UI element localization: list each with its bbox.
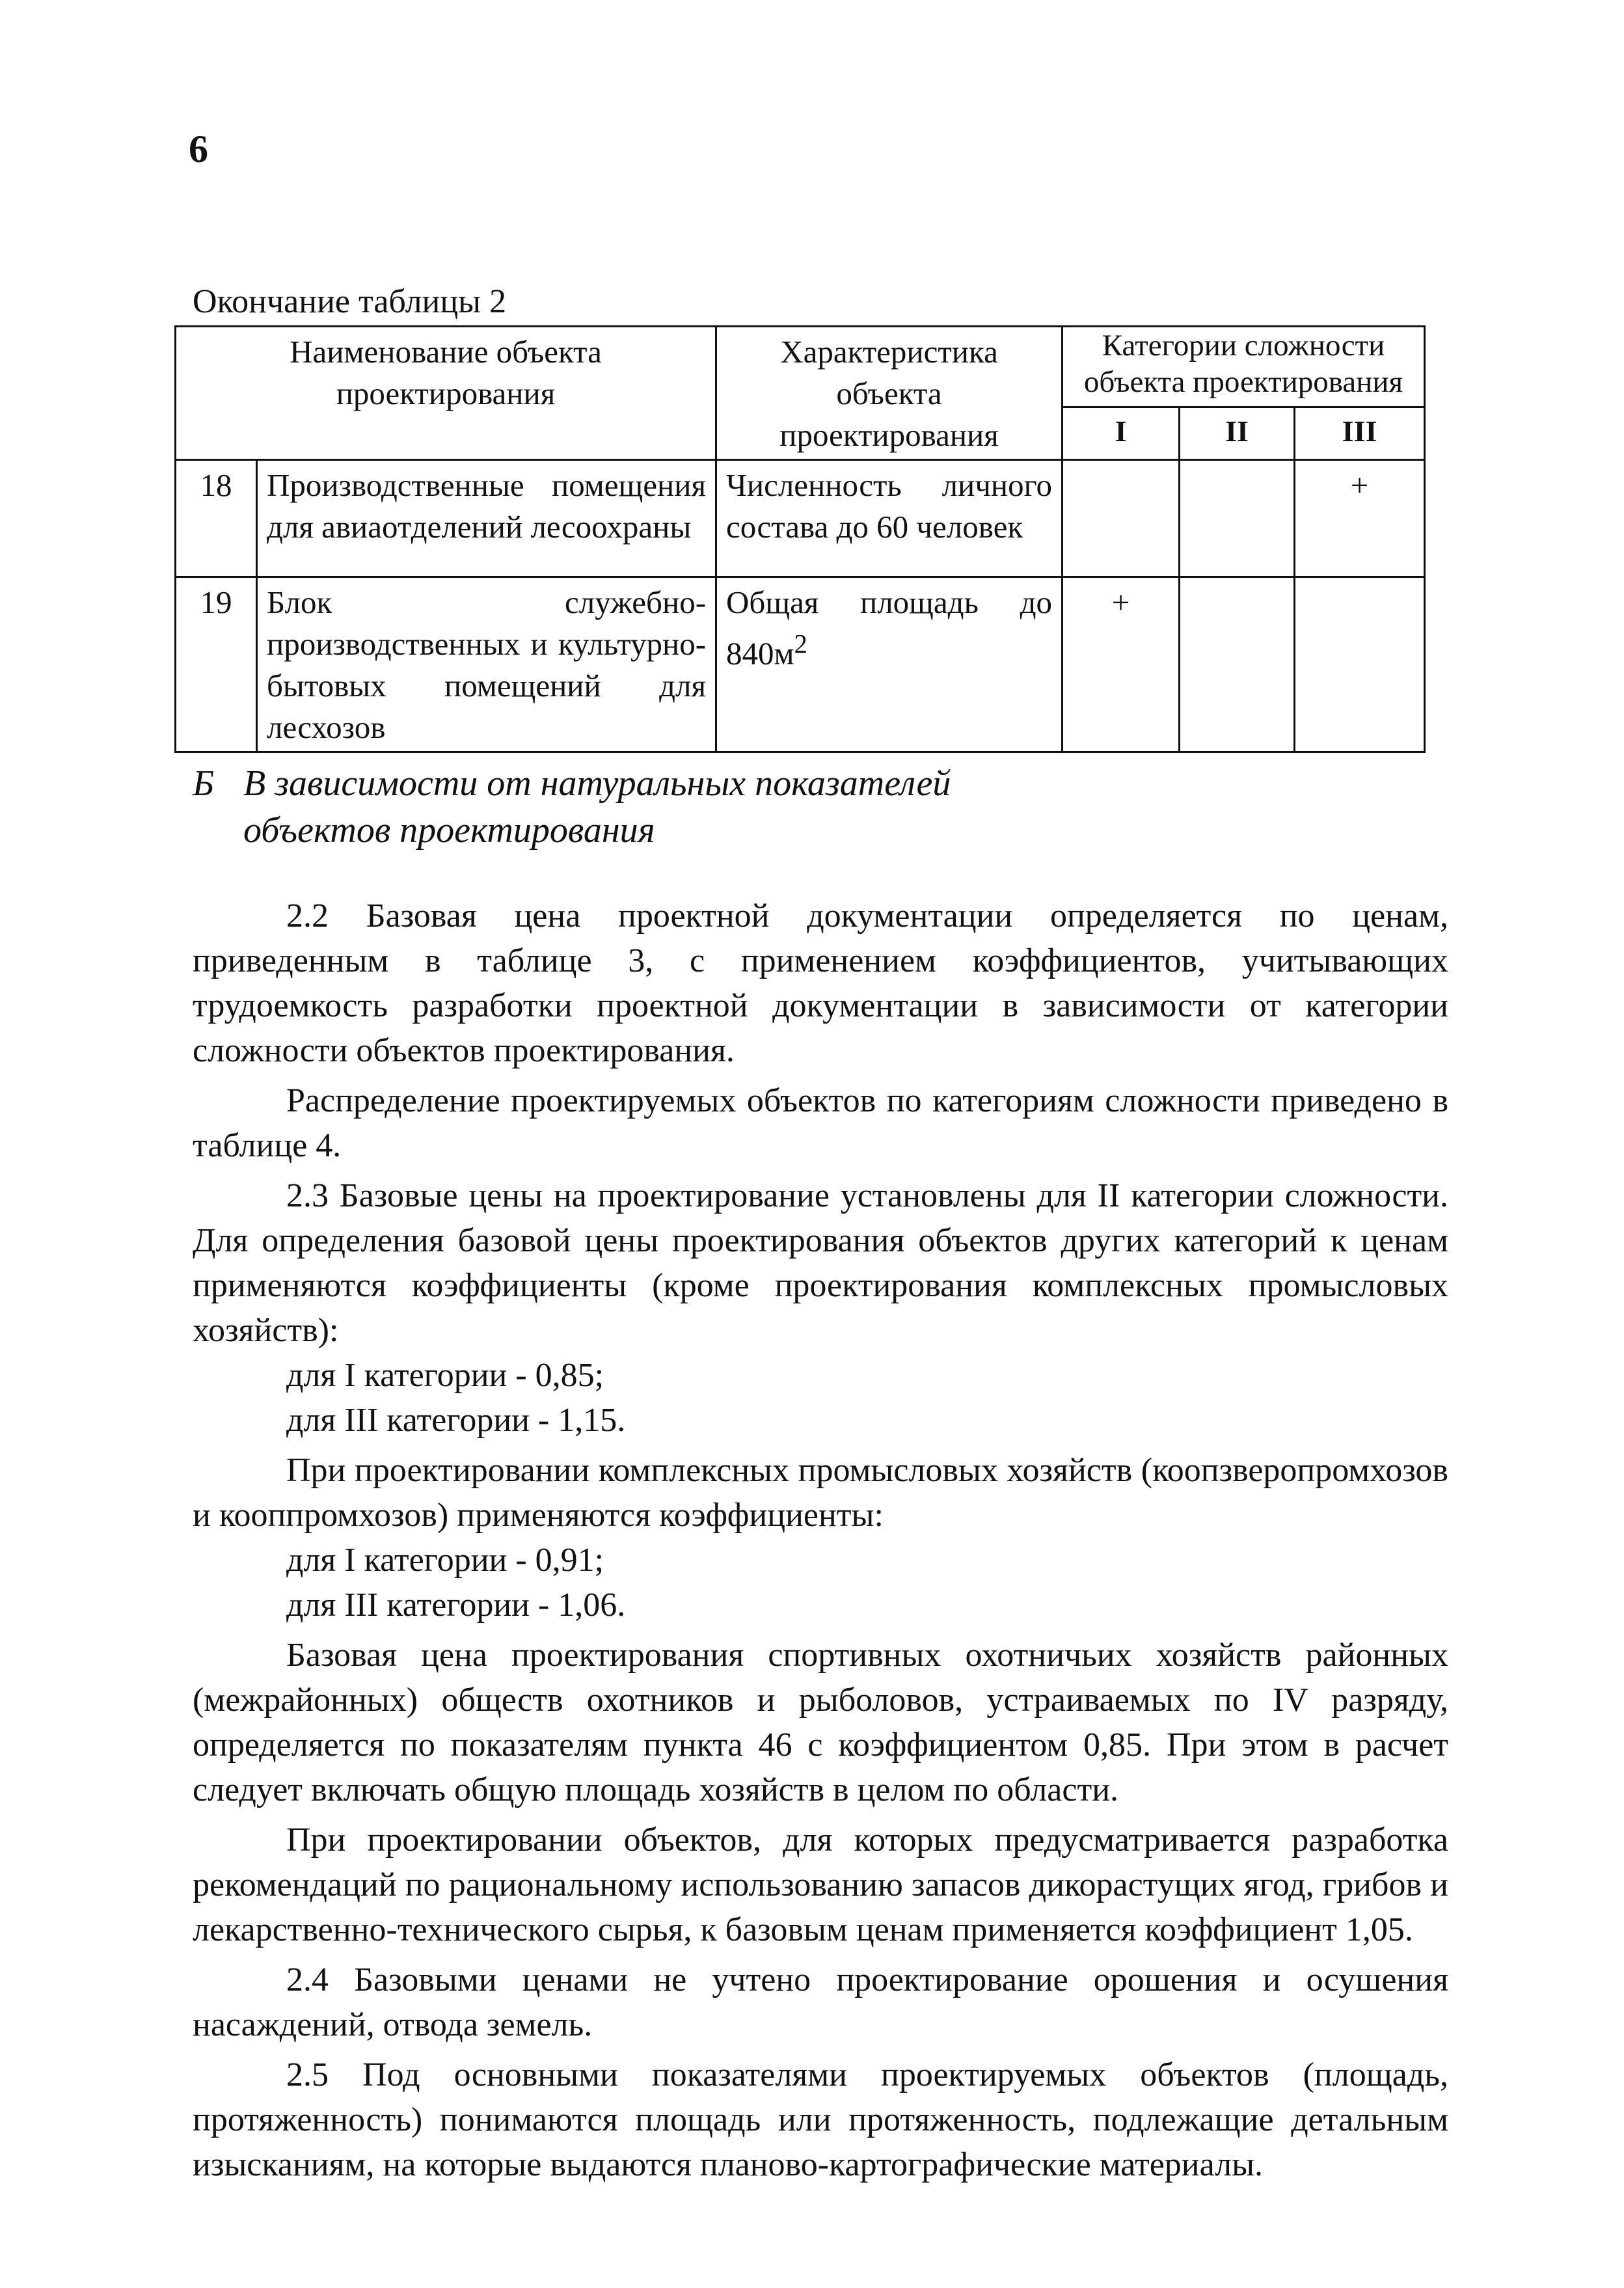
row-object-name: Производственные помещения для авиаотделений лесоохраны — [257, 460, 716, 577]
header-category-1: I — [1062, 407, 1180, 460]
paragraph-2-4: 2.4 Базовыми ценами не учтено проектирование орошения и осушения насаждений, отвода земель. — [193, 1961, 1448, 2043]
table-row — [176, 577, 1425, 752]
categories-table — [174, 325, 1426, 753]
row-object-name: Блок служебно-производственных и культурно-бытовых помещений для лесхозов — [257, 577, 716, 752]
coefficient-category-3: для III категории - 1,15. — [286, 1402, 626, 1439]
superscript-2: 2 — [794, 629, 807, 659]
section-letter: Б — [193, 763, 215, 804]
page-number: 6 — [189, 128, 208, 170]
row-characteristic — [716, 577, 1062, 752]
row-number: 19 — [176, 577, 257, 752]
body-text — [193, 893, 1448, 2192]
paragraph-2-5: 2.5 Под основными показателями проектируемых объектов (площадь, протяженность) понимаются площадь или протяженность, подлежащие детальным изысканиям, на которые выдаются планово-картографические материалы. — [193, 2056, 1448, 2183]
section-title-line2: объектов проектирования — [243, 810, 655, 851]
row-category-3-mark: + — [1295, 460, 1425, 577]
row-characteristic: Численность личного состава до 60 человек — [716, 460, 1062, 577]
paragraph-sport-hunting: Базовая цена проектирования спортивных охотничьих хозяйств районных (межрайонных) обществ охотников и рыболовов, устраиваемых по IV разряду, определяется по показателям пункта 46 с коэффициентом 0,85. При этом в расчет следует включать общую площадь хозяйств в целом по области. — [193, 1637, 1448, 1808]
paragraph-2-2: 2.2 Базовая цена проектной документации определяется по ценам, приведенным в таблице 3, с применением коэффициентов, учитывающих трудоемкость разработки проектной документации в зависимости от категории сложности объектов проектирования. — [193, 897, 1448, 1069]
header-category-2: II — [1180, 407, 1295, 460]
row-category-1-mark — [1062, 460, 1180, 577]
row-category-1-mark: + — [1062, 577, 1180, 752]
row-characteristic-text: Общая площадь до 840м — [726, 584, 1053, 672]
paragraph-distribution: Распределение проектируемых объектов по категориям сложности приведено в таблице 4. — [193, 1082, 1448, 1164]
paragraph-wild-berries: При проектировании объектов, для которых предусматривается разработка рекомендаций по рациональному использованию запасов дикорастущих ягод, грибов и лекарственно-технического сырья, к базовым ценам применяется коэффициент 1,05. — [193, 1821, 1448, 1948]
section-title-line1: В зависимости от натуральных показателей — [243, 763, 951, 804]
header-category-3: III — [1295, 407, 1425, 460]
header-categories: Категории сложности объекта проектирования — [1062, 327, 1425, 407]
paragraph-2-3: 2.3 Базовые цены на проектирование установлены для II категории сложности. Для определения базовой цены проектирования объектов других категорий к ценам применяются коэффициенты (кроме проектирования комплексных промысловых хозяйств): — [193, 1177, 1448, 1349]
row-category-2-mark — [1180, 577, 1295, 752]
row-category-2-mark — [1180, 460, 1295, 577]
coefficient-complex-category-3: для III категории - 1,06. — [286, 1587, 626, 1624]
header-characteristic: Характеристика объекта проектирования — [716, 327, 1062, 460]
table-row — [176, 460, 1425, 577]
paragraph-complex-farms: При проектировании комплексных промысловых хозяйств (коопзверопромхозов и кооппромхозов) применяются коэффициенты: — [193, 1452, 1448, 1534]
coefficient-complex-category-1: для I категории - 0,91; — [286, 1542, 604, 1579]
section-heading — [193, 760, 951, 854]
header-object-name: Наименование объекта проектирования — [176, 327, 716, 460]
row-category-3-mark — [1295, 577, 1425, 752]
table-caption: Окончание таблицы 2 — [193, 283, 507, 320]
coefficient-category-1: для I категории - 0,85; — [286, 1357, 604, 1394]
row-number: 18 — [176, 460, 257, 577]
